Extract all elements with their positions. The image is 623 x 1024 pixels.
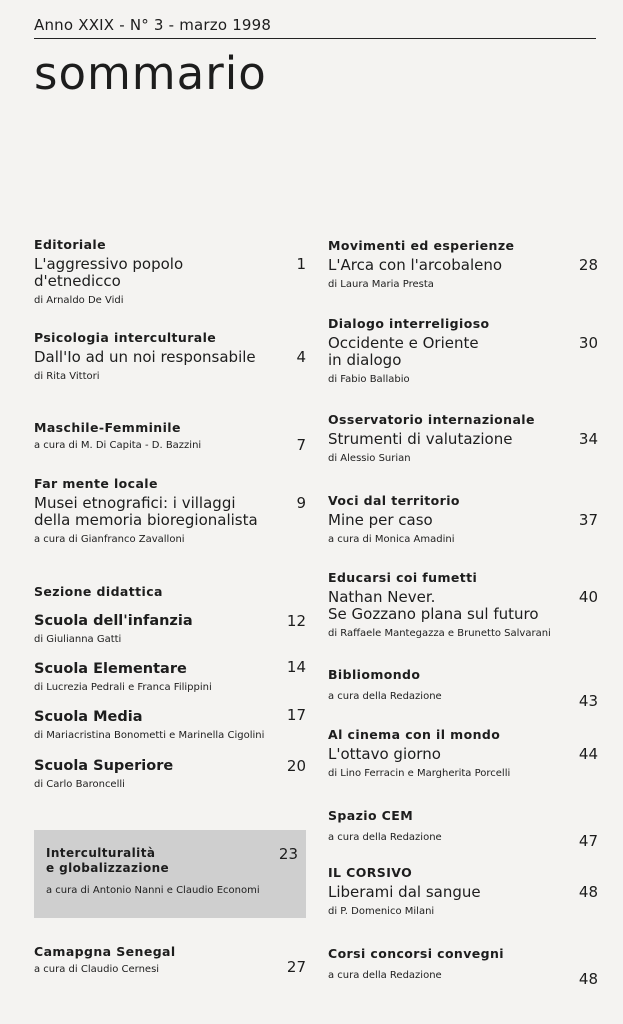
article-title: Occidente e Oriente in dialogo (328, 334, 479, 369)
page-number: 17 (286, 706, 306, 724)
page-number: 23 (278, 845, 298, 863)
article-author: di Raffaele Mantegazza e Brunetto Salvarani (328, 628, 551, 639)
page-number: 20 (286, 757, 306, 775)
article-author: a cura della Redazione (328, 970, 442, 981)
section-heading: Psicologia interculturale (34, 330, 217, 345)
section-heading: Dialogo interreligioso (328, 316, 490, 331)
section-heading: Movimenti ed esperienze (328, 238, 515, 253)
article-title: Mine per caso (328, 511, 433, 529)
toc-entry-dialogo[interactable] (328, 316, 598, 386)
toc-entry-voci-territorio[interactable] (328, 493, 598, 546)
section-heading: Osservatorio internazionale (328, 412, 535, 427)
article-author: a cura di Gianfranco Zavalloni (34, 534, 185, 545)
article-title-line2: Se Gozzano plana sul futuro (328, 605, 539, 623)
page-number: 40 (578, 588, 598, 606)
page-number: 43 (578, 692, 598, 710)
section-heading: Editoriale (34, 237, 106, 252)
toc-entry-scuola-media[interactable] (34, 706, 306, 742)
toc-entry-scuola-infanzia[interactable] (34, 610, 306, 646)
page-number: 9 (296, 494, 306, 512)
article-title: L'Arca con l'arcobaleno (328, 256, 503, 274)
article-title: Strumenti di valutazione (328, 430, 513, 448)
section-heading: IL CORSIVO (328, 865, 413, 880)
page-number: 30 (578, 334, 598, 352)
toc-entry-bibliomondo[interactable] (328, 667, 598, 710)
issue-header (34, 14, 596, 39)
page-title: sommario (34, 47, 267, 100)
article-author: di Alessio Surian (328, 453, 411, 464)
page-number: 47 (578, 832, 598, 850)
article-title: Scuola Media (34, 709, 143, 725)
article-title: Nathan Never. (328, 588, 436, 606)
page-number: 34 (578, 430, 598, 448)
section-heading: Sezione didattica (34, 584, 163, 599)
toc-entry-scuola-superiore[interactable] (34, 755, 306, 791)
page-number: 1 (296, 255, 306, 273)
article-author: di Laura Maria Presta (328, 279, 434, 290)
toc-entry-editoriale[interactable] (34, 237, 306, 307)
article-title: Scuola dell'infanzia (34, 613, 193, 629)
page-number: 48 (578, 883, 598, 901)
toc-section-didattica (34, 584, 306, 600)
page-number: 28 (578, 256, 598, 274)
toc-entry-maschile-femminile[interactable] (34, 420, 306, 452)
toc-entry-al-cinema[interactable] (328, 727, 598, 780)
page-number: 44 (578, 745, 598, 763)
article-title: L'aggressivo popolo d'etnedicco (34, 255, 184, 290)
article-author: di P. Domenico Milani (328, 906, 435, 917)
article-title: Scuola Elementare (34, 661, 187, 677)
toc-entry-far-mente-locale[interactable] (34, 476, 306, 546)
toc-entry-corsi-concorsi[interactable] (328, 946, 598, 988)
toc-entry-spazio-cem[interactable] (328, 808, 598, 850)
section-heading: Voci dal territorio (328, 493, 460, 508)
section-heading: Spazio CEM (328, 808, 414, 823)
section-heading: Educarsi coi fumetti (328, 570, 478, 585)
article-author: di Lino Ferracin e Margherita Porcelli (328, 768, 511, 779)
section-heading: Bibliomondo (328, 667, 421, 682)
section-heading: Corsi concorsi convegni (328, 946, 504, 961)
page-number: 12 (286, 612, 306, 630)
feature-box-interculturalita[interactable] (34, 830, 306, 918)
section-heading-line2: e globalizzazione (46, 861, 170, 875)
toc-entry-psicologia[interactable] (34, 330, 306, 383)
section-heading: Interculturalità (46, 846, 156, 860)
article-author: a cura della Redazione (328, 691, 442, 702)
page-number: 37 (578, 511, 598, 529)
article-author: a cura di M. Di Capita - D. Bazzini (34, 440, 202, 451)
section-heading: Camapgna Senegal (34, 944, 176, 959)
toc-entry-scuola-elementare[interactable] (34, 658, 306, 694)
page-number: 48 (578, 970, 598, 988)
article-title: Scuola Superiore (34, 758, 174, 774)
article-author: di Arnaldo De Vidi (34, 295, 124, 306)
issue-info: Anno XXIX - N° 3 - marzo 1998 (34, 16, 272, 34)
article-title: Dall'Io ad un noi responsabile (34, 348, 256, 366)
article-title: Liberami dal sangue (328, 883, 481, 901)
section-heading: Al cinema con il mondo (328, 727, 501, 742)
article-author: a cura di Monica Amadini (328, 534, 455, 545)
toc-entry-campagna-senegal[interactable] (34, 944, 306, 976)
toc-entry-educarsi-fumetti[interactable] (328, 570, 598, 640)
page-number: 4 (296, 348, 306, 366)
section-heading: Maschile-Femminile (34, 420, 181, 435)
article-title: Musei etnografici: i villaggi della memoria bioregionalista (34, 494, 258, 529)
article-author: di Mariacristina Bonometti e Marinella Cigolini (34, 730, 265, 741)
page-number: 27 (286, 958, 306, 976)
section-heading: Far mente locale (34, 476, 158, 491)
article-author: di Giulianna Gatti (34, 634, 122, 645)
toc-entry-il-corsivo[interactable] (328, 865, 598, 918)
article-author: di Rita Vittori (34, 371, 100, 382)
article-author: a cura di Antonio Nanni e Claudio Economi (46, 885, 260, 896)
article-author: a cura di Claudio Cernesi (34, 964, 160, 975)
page-number: 14 (286, 658, 306, 676)
page-number: 7 (296, 436, 306, 454)
article-author: di Lucrezia Pedrali e Franca Filippini (34, 682, 212, 693)
article-author: di Carlo Baroncelli (34, 779, 125, 790)
article-author: a cura della Redazione (328, 832, 442, 843)
article-author: di Fabio Ballabio (328, 374, 410, 385)
toc-entry-osservatorio[interactable] (328, 412, 598, 465)
toc-entry-movimenti[interactable] (328, 238, 598, 291)
article-title: L'ottavo giorno (328, 745, 441, 763)
